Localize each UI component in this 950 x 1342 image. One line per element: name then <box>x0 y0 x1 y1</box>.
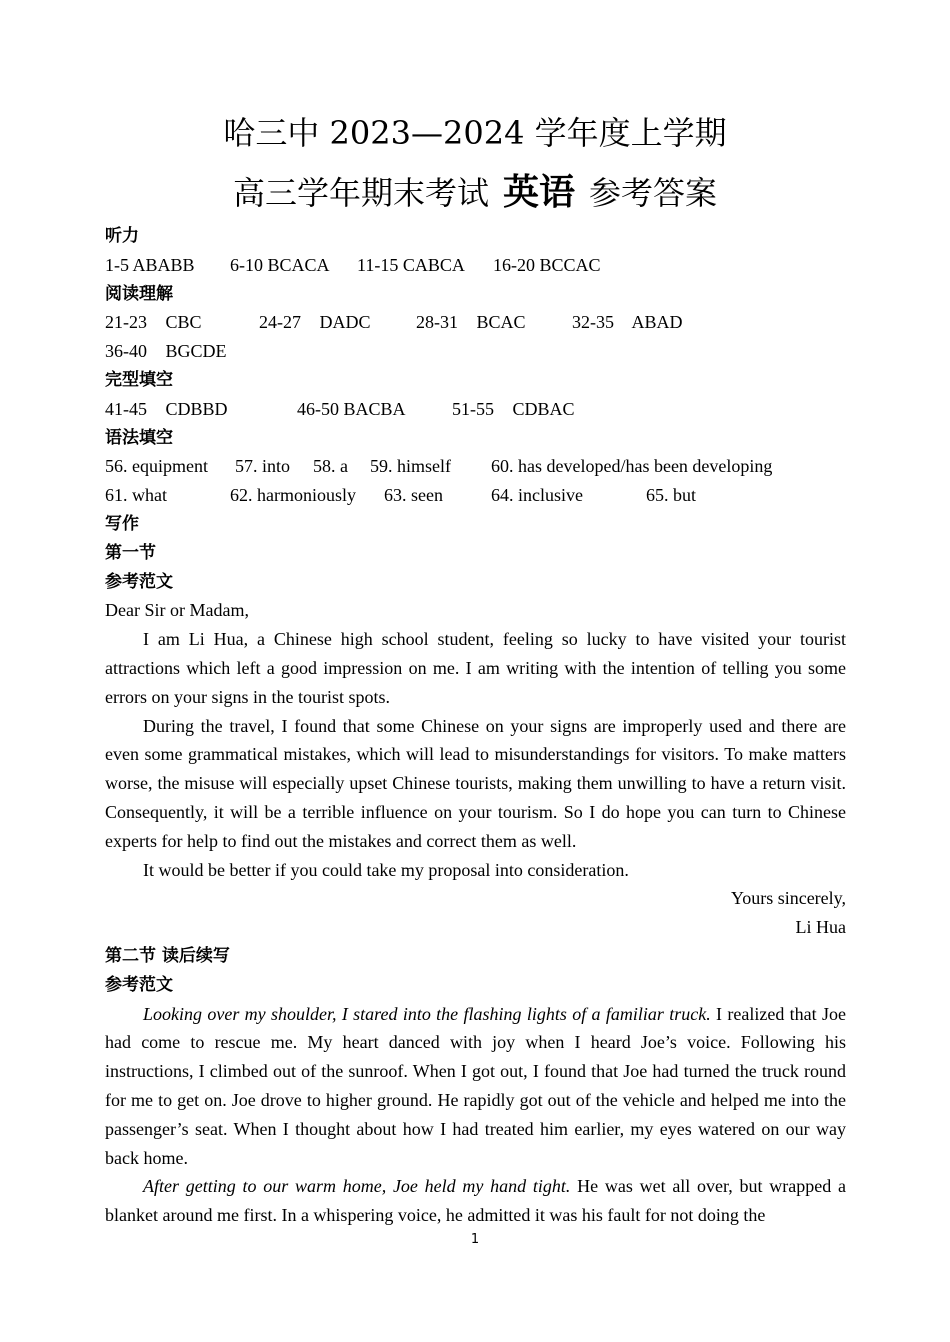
reading-answers-row1 <box>105 308 846 337</box>
answer-group: 32-35 ABAD <box>572 312 683 333</box>
sample-essay-label: 参考范文 <box>105 974 173 995</box>
listening-answers <box>105 251 846 280</box>
writing-heading: 写作 <box>105 513 139 534</box>
subject-name: 英语 <box>502 171 575 213</box>
sample-essay-label: 参考范文 <box>105 571 173 592</box>
answer-item: 59. himself <box>370 456 451 477</box>
letter-signature: Li Hua <box>795 917 846 938</box>
letter-closing: Yours sincerely, <box>731 888 846 909</box>
answer-item: 63. seen <box>384 485 443 506</box>
answer-group: 41-45 CDBBD <box>105 398 228 419</box>
answer-group: 28-31 BCAC <box>416 312 526 333</box>
answer-group: 24-27 DADC <box>259 312 371 333</box>
exam-name: 高三学年期末考试 <box>232 174 489 212</box>
answer-item: 58. a <box>313 456 348 477</box>
reading-answers-row2 <box>105 337 846 366</box>
letter-salutation: Dear Sir or Madam, <box>105 600 249 621</box>
grammar-answers-row1 <box>105 452 846 481</box>
continuation-paragraph <box>105 1172 846 1230</box>
cloze-heading: 完型填空 <box>105 369 173 390</box>
cloze-answers <box>105 395 846 424</box>
writing-part1-heading: 第一节 <box>105 542 156 563</box>
answer-group: 36-40 BGCDE <box>105 341 227 362</box>
answer-group: 6-10 BCACA <box>230 254 330 275</box>
given-opening-sentence: After getting to our warm home, Joe held my hand tight. <box>143 1176 571 1197</box>
listening-heading: 听力 <box>105 226 139 246</box>
reading-heading: 阅读理解 <box>105 283 173 304</box>
answer-item: 65. but <box>646 485 697 506</box>
answer-key-label: 参考答案 <box>589 174 718 212</box>
answer-group: 51-55 CDBAC <box>452 398 575 419</box>
answer-group: 21-23 CBC <box>105 312 202 333</box>
answer-content <box>105 222 846 1230</box>
writing-part2-heading: 第二节 读后续写 <box>105 945 230 966</box>
document-title-line1: 哈三中 2023—2024 学年度上学期 <box>223 114 727 152</box>
answer-item: 62. harmoniously <box>230 485 356 506</box>
grammar-heading: 语法填空 <box>105 427 173 448</box>
answer-group: 1-5 ABABB <box>105 254 195 275</box>
letter-paragraph: During the travel, I found that some Chinese on your signs are improperly used and there are even some grammatical mistakes, which will lead to misunderstandings for visitors. To make matters worse, the misuse will especially upset Chinese tourists, making them unwilling to have a return visit. Consequently, it will be a terrible influence on your tourism. So I do hope you can turn to Chinese experts for help to find out the mistakes and correct them as well. <box>105 715 846 851</box>
answer-item: 56. equipment <box>105 456 208 477</box>
answer-item: 57. into <box>235 456 291 477</box>
letter-paragraph: I am Li Hua, a Chinese high school student, feeling so lucky to have visited your tourist attractions which left a good impression on me. I am writing with the intention of telling you some errors on your signs in the tourist spots. <box>105 629 846 707</box>
letter-paragraph: It would be better if you could take my proposal into consideration. <box>143 859 629 880</box>
answer-item: 60. has developed/has been developing <box>491 456 773 477</box>
paragraph-body: He was wet all over, but wrapped a blanket around me first. In a whispering voice, he admitted it was his fault for not doing the <box>105 1176 846 1226</box>
answer-item: 61. what <box>105 485 167 506</box>
continuation-paragraph <box>105 1000 846 1173</box>
grammar-answers-row2 <box>105 481 846 510</box>
answer-group: 46-50 BACBA <box>297 398 406 419</box>
document-title-line2 <box>0 172 950 213</box>
answer-group: 16-20 BCCAC <box>493 254 601 275</box>
page-number: 1 <box>470 1232 480 1247</box>
answer-item: 64. inclusive <box>491 485 583 506</box>
answer-group: 11-15 CABCA <box>357 254 465 275</box>
given-opening-sentence: Looking over my shoulder, I stared into the flashing lights of a familiar truck. <box>143 1003 711 1024</box>
paragraph-body: I realized that Joe had come to rescue me. My heart danced with joy when I heard Joe’s voice. Following his instructions, I climbed out of the sunroof. When I got out, I found that Joe had turned the truck round for me to get on. Joe drove to higher ground. He rapidly got out of the vehicle and helped me into the passenger’s seat. When I thought about how I had treated him earlier, my eyes watered on our way back home. <box>105 1003 846 1168</box>
